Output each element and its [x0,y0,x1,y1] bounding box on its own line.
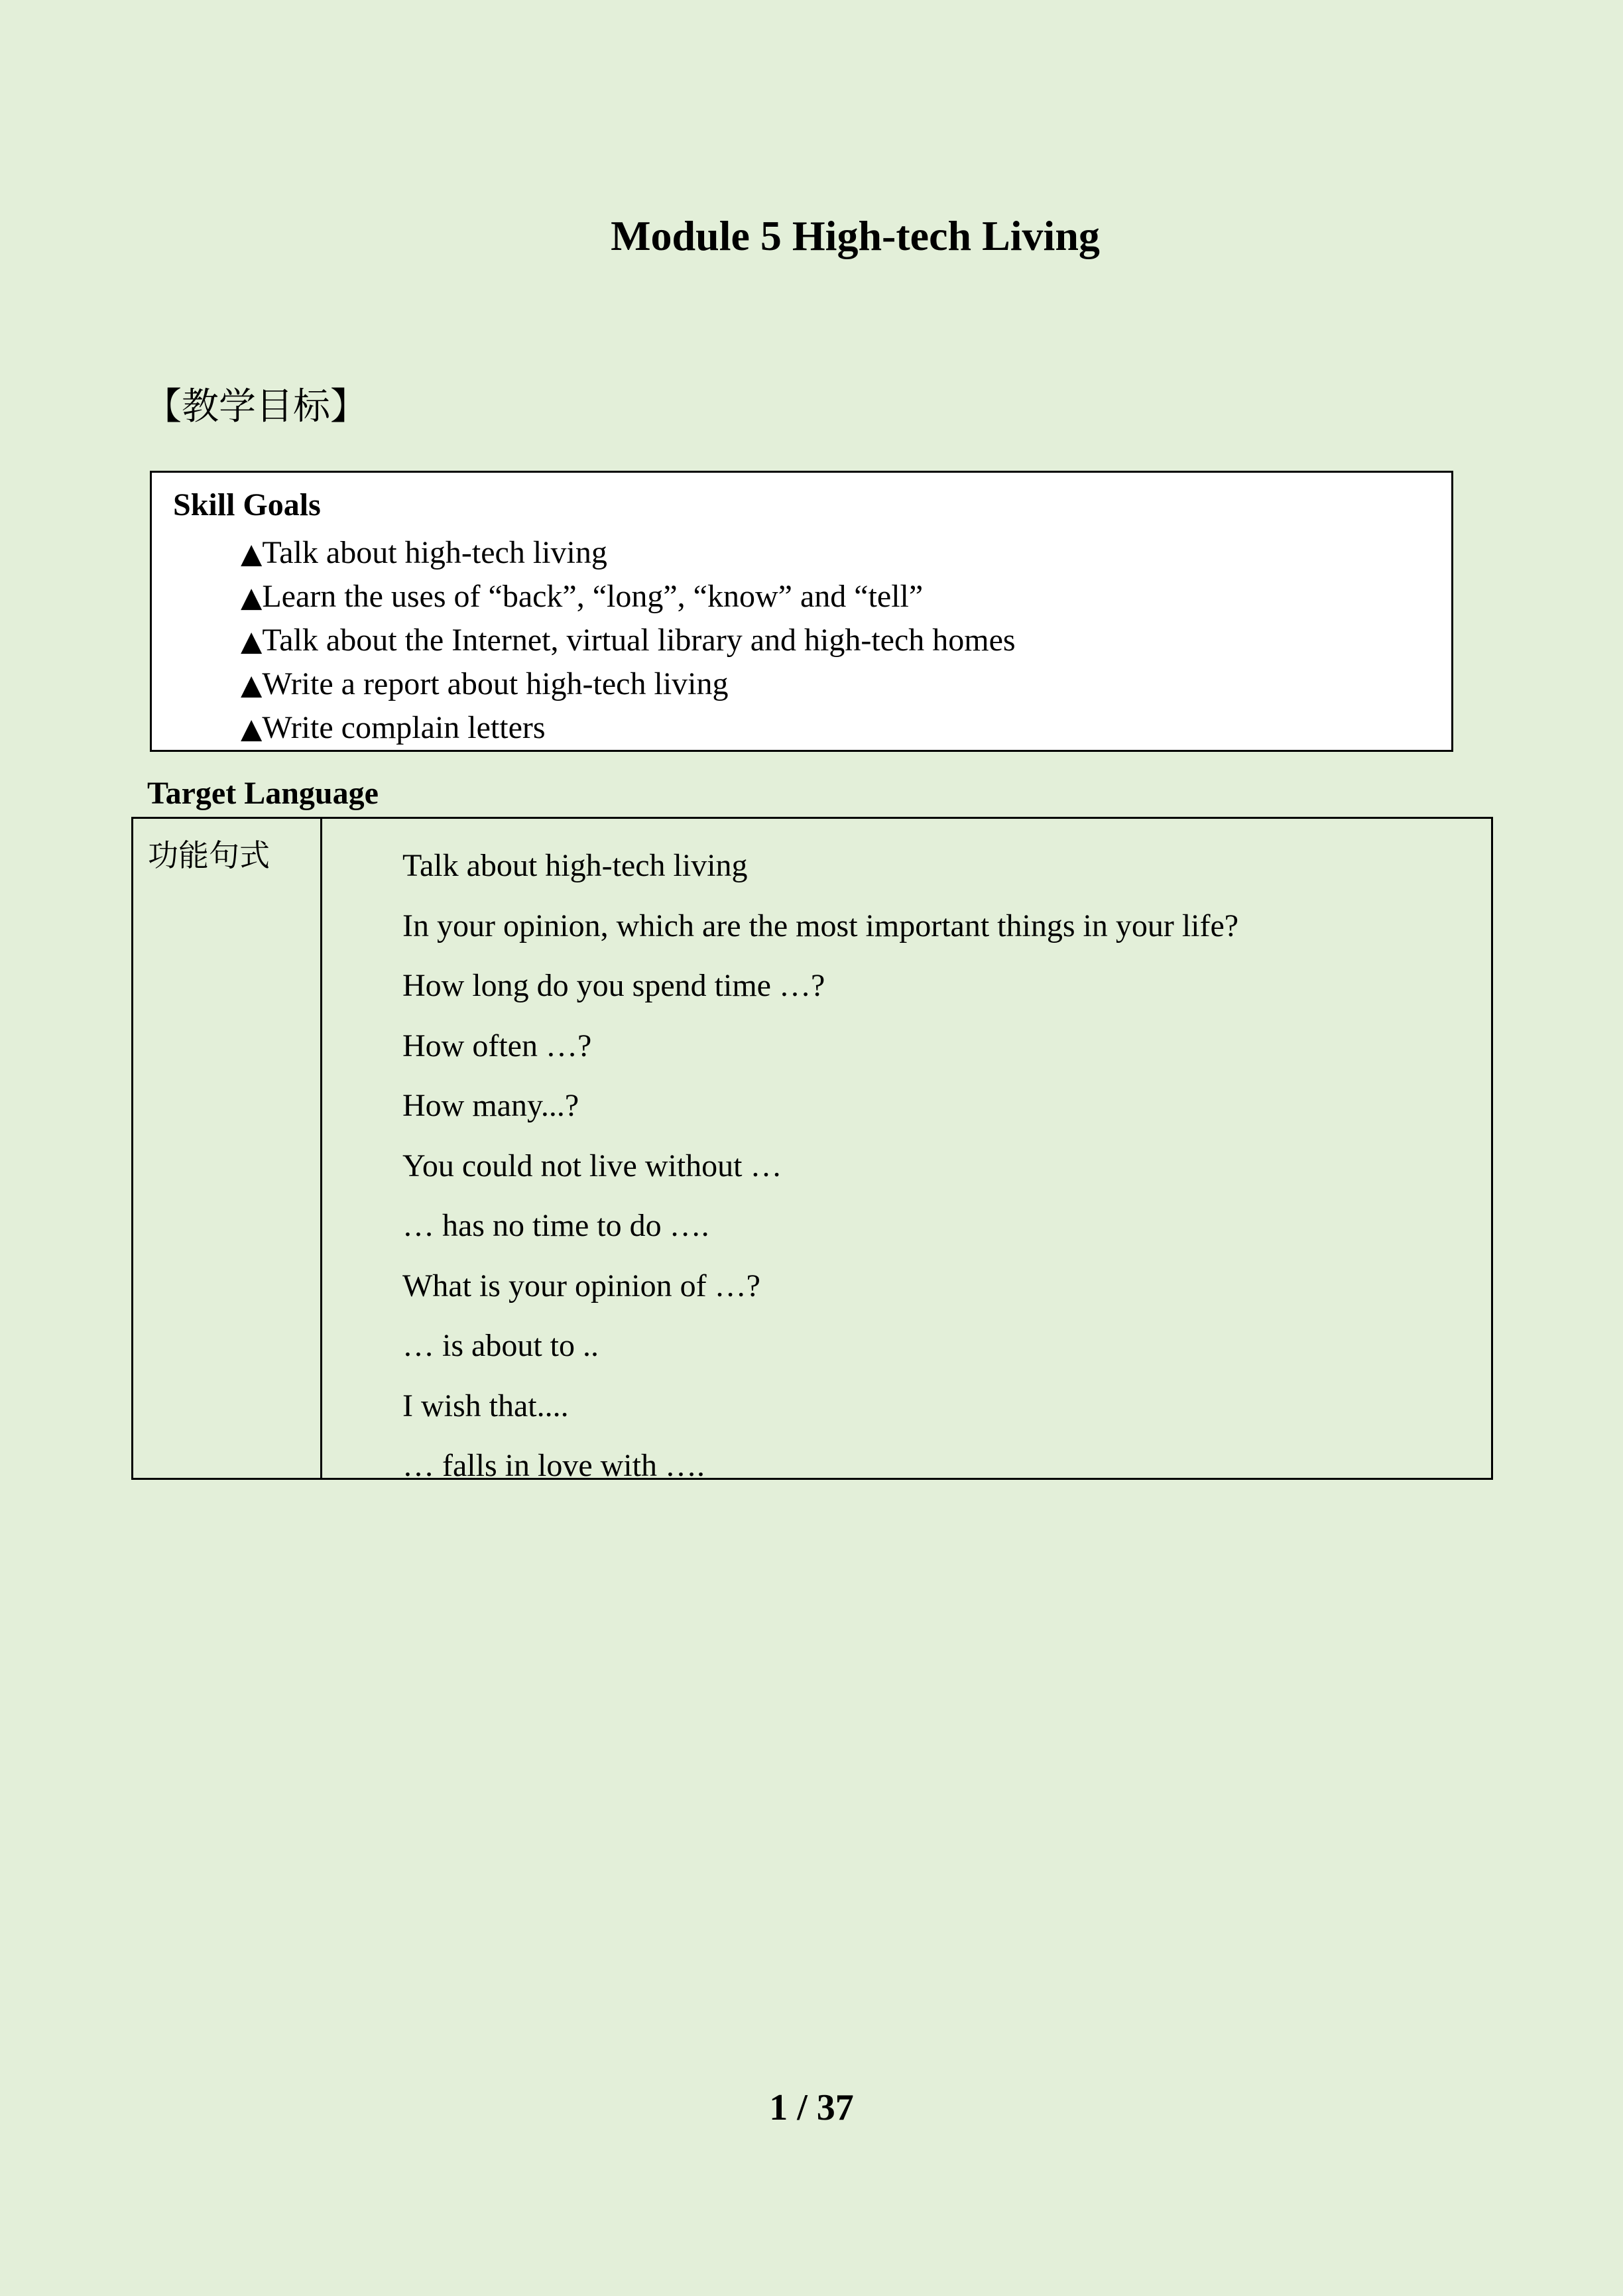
document-title: Module 5 High-tech Living [611,212,1100,259]
target-language-table [131,817,1493,1483]
phrase-item: How many...? [402,1088,579,1123]
phrase-item: How often …? [402,1028,592,1063]
skill-goal-item [241,531,1016,575]
phrase-item: … is about to .. [402,1328,599,1363]
triangle-bullet-icon: ▲ [241,668,263,701]
table-category-cell: 功能句式 [148,837,270,873]
page-number: 1 / 37 [769,2087,854,2128]
phrase-item: … has no time to do …. [402,1208,709,1243]
triangle-bullet-icon: ▲ [241,625,263,657]
triangle-bullet-icon: ▲ [241,537,263,570]
section-heading-teaching-goals: 【教学目标】 [145,385,367,428]
phrase-item: Talk about high-tech living [402,848,748,883]
skill-goal-text: Talk about the Internet, virtual library and high-tech homes [262,623,1016,658]
triangle-bullet-icon: ▲ [241,712,263,745]
phrase-item: How long do you spend time …? [402,968,825,1003]
phrase-list [402,836,1238,1496]
skill-goal-item [241,706,1016,750]
phrase-item: I wish that.... [402,1388,569,1423]
table-column-divider [320,819,322,1478]
skill-goals-box [150,471,1453,752]
skill-goal-text: Write complain letters [262,710,546,745]
skill-goal-text: Learn the uses of “back”, “long”, “know” and “tell” [262,579,924,614]
triangle-bullet-icon: ▲ [241,581,263,613]
phrase-item: … falls in love with …. [402,1448,705,1483]
skill-goal-text: Talk about high-tech living [262,535,607,570]
phrase-item: You could not live without … [402,1148,782,1183]
skill-goal-item [241,662,1016,706]
phrase-item: In your opinion, which are the most important things in your life? [402,908,1239,943]
skill-goals-title: Skill Goals [173,487,321,522]
skill-goals-list [241,531,1016,750]
phrase-item: What is your opinion of …? [402,1268,760,1303]
target-language-label: Target Language [147,776,379,811]
skill-goal-item [241,575,1016,619]
skill-goal-text: Write a report about high-tech living [262,666,729,701]
skill-goal-item [241,619,1016,662]
